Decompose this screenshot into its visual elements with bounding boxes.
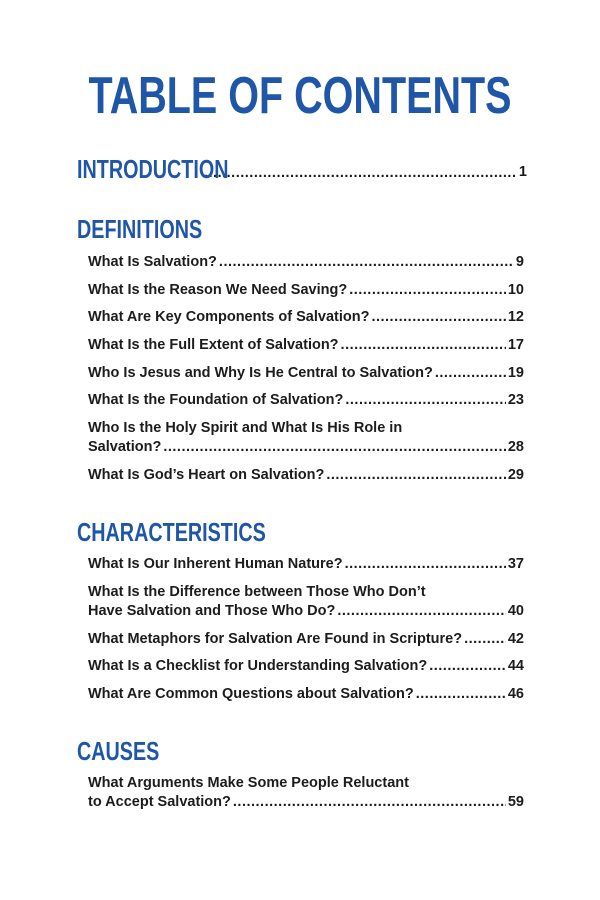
toc-entry[interactable] — [88, 466, 524, 485]
entry-title: Who Is Jesus and Why Is He Central to Salvation? — [88, 365, 433, 381]
entry-title: What Is God’s Heart on Salvation? — [88, 467, 325, 483]
dot-leader — [337, 602, 506, 621]
page-number: 40 — [507, 603, 524, 619]
toc-entry[interactable] — [88, 774, 524, 812]
entry-title: What Is a Checklist for Understanding Salvation? — [88, 658, 428, 674]
toc-entry[interactable] — [88, 555, 524, 574]
introduction-heading: INTRODUCTION — [77, 154, 229, 184]
dot-leader — [435, 364, 506, 383]
dot-leader — [429, 657, 506, 676]
section-title: CAUSES — [77, 736, 160, 766]
entry-title: What Is the Difference between Those Who Don’t — [88, 584, 426, 600]
toc-entry[interactable] — [88, 364, 524, 383]
entry-title: What Is the Full Extent of Salvation? — [88, 337, 339, 353]
entry-title: What Metaphors for Salvation Are Found in Scripture? — [88, 631, 463, 647]
dot-leader — [341, 336, 506, 355]
page-number: 37 — [507, 556, 524, 572]
page-title: TABLE OF CONTENTS — [88, 67, 512, 125]
toc-entry[interactable] — [88, 657, 524, 676]
page-number: 46 — [507, 686, 524, 702]
dot-leader — [204, 165, 517, 181]
toc-entry[interactable] — [88, 630, 524, 649]
section-heading-characteristics — [77, 517, 527, 547]
dot-leader — [345, 391, 506, 410]
toc-entry[interactable] — [88, 583, 524, 621]
page-number: 9 — [515, 254, 524, 270]
page-number: 29 — [507, 467, 524, 483]
page-number: 1 — [518, 164, 527, 180]
dot-leader — [349, 281, 506, 300]
toc-entry[interactable] — [88, 253, 524, 272]
toc-introduction[interactable] — [77, 154, 527, 184]
page-number: 44 — [507, 658, 524, 674]
toc-entry[interactable] — [88, 391, 524, 410]
entry-title-continued: to Accept Salvation? — [88, 794, 231, 810]
entry-title: What Are Key Components of Salvation? — [88, 309, 370, 325]
page-number: 28 — [507, 439, 524, 455]
page-number: 10 — [507, 282, 524, 298]
entry-title: What Is the Reason We Need Saving? — [88, 282, 348, 298]
toc-entry[interactable] — [88, 336, 524, 355]
toc-entry[interactable] — [88, 419, 524, 457]
entry-title: What Are Common Questions about Salvation? — [88, 686, 414, 702]
entry-title-continued: Salvation? — [88, 439, 162, 455]
page-number: 23 — [507, 392, 524, 408]
toc-entry[interactable] — [88, 685, 524, 704]
section-title: CHARACTERISTICS — [77, 517, 266, 547]
toc-entry[interactable] — [88, 281, 524, 300]
page-number: 12 — [507, 309, 524, 325]
dot-leader — [416, 685, 506, 704]
page-number: 59 — [507, 794, 524, 810]
toc-entry[interactable] — [88, 308, 524, 327]
dot-leader — [163, 438, 506, 457]
page-number: 17 — [507, 337, 524, 353]
dot-leader — [233, 793, 506, 812]
entry-title: What Is Our Inherent Human Nature? — [88, 556, 343, 572]
dot-leader — [345, 555, 506, 574]
page-number: 19 — [507, 365, 524, 381]
entry-title: What Is the Foundation of Salvation? — [88, 392, 344, 408]
entry-title: What Is Salvation? — [88, 254, 217, 270]
entry-title: What Arguments Make Some People Reluctant — [88, 775, 409, 791]
section-heading-causes — [77, 736, 527, 766]
section-heading-definitions — [77, 214, 527, 244]
dot-leader — [326, 466, 506, 485]
entry-title-continued: Have Salvation and Those Who Do? — [88, 603, 336, 619]
page-number: 42 — [507, 631, 524, 647]
section-title: DEFINITIONS — [77, 214, 203, 244]
dot-leader — [219, 253, 514, 272]
dot-leader — [371, 308, 505, 327]
entry-title: Who Is the Holy Spirit and What Is His Role in — [88, 420, 403, 436]
dot-leader — [464, 630, 506, 649]
